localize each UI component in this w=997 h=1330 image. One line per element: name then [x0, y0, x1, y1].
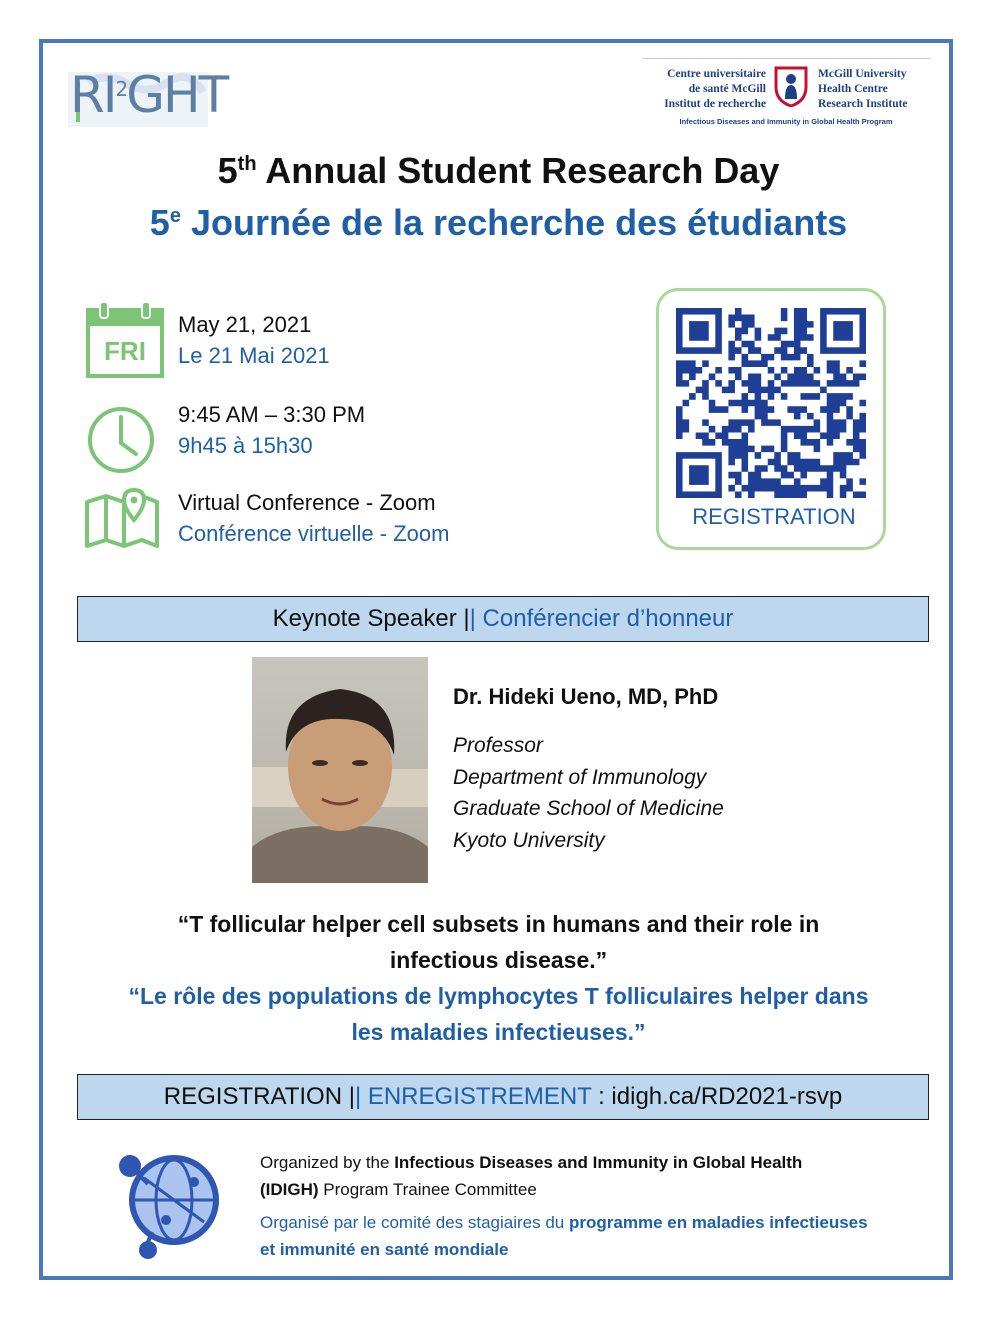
venue-french: Conférence virtuelle - Zoom	[178, 521, 450, 546]
clock-icon	[86, 405, 156, 480]
qr-finder-top-right	[820, 308, 866, 354]
qr-finder-bottom-left	[676, 452, 722, 498]
keynote-french: | Conférencier d’honneur	[469, 605, 734, 632]
event-time	[178, 399, 365, 461]
time-french: 9h45 à 15h30	[178, 433, 313, 458]
map-icon	[84, 488, 160, 555]
calendar-icon	[86, 302, 164, 383]
event-date	[178, 309, 330, 371]
muhc-program-name: Infectious Diseases and Immunity in Global Health Program	[679, 117, 893, 126]
registration-url[interactable]: : idigh.ca/RD2021-rsvp	[591, 1083, 843, 1110]
right-logo-sup: 2	[115, 77, 127, 101]
speaker-name: Dr. Hideki Ueno, MD, PhD	[453, 684, 719, 709]
date-english: May 21, 2021	[178, 312, 312, 337]
speaker-university: Kyoto University	[453, 828, 605, 852]
muhc-shield-icon	[773, 65, 809, 107]
muhc-logo-french: Centre universitaire de santé McGill Institut de recherche	[664, 68, 766, 110]
keynote-bar	[77, 596, 929, 642]
muhc-logo	[642, 58, 930, 131]
title-english: 5th Annual Student Research Day	[217, 150, 780, 191]
talk-title-english: “T follicular helper cell subsets in humans and their role in infectious disease.”	[177, 911, 820, 973]
qr-finder-top-left	[676, 308, 722, 354]
event-venue	[178, 487, 449, 549]
speaker-department: Department of Immunology	[453, 765, 707, 789]
speaker-roles	[453, 730, 724, 856]
date-french: Le 21 Mai 2021	[178, 343, 330, 368]
right-logo-text-part1: RI	[70, 66, 116, 124]
idigh-globe-icon	[108, 1150, 220, 1267]
speaker-role-title: Professor	[453, 734, 543, 757]
keynote-english: Keynote Speaker |	[272, 605, 470, 632]
right-logo	[68, 62, 228, 132]
registration-english: REGISTRATION |	[163, 1083, 355, 1110]
qr-registration-label: REGISTRATION	[692, 504, 856, 529]
organizer-english: Organized by the Infectious Diseases and Immunity in Global Health (IDIGH) Program Trainee Committee	[260, 1153, 803, 1199]
speaker-photo	[252, 657, 428, 883]
qr-code[interactable]	[676, 308, 866, 503]
organizer-french: Organisé par le comité des stagiaires du programme en maladies infectieuses et immunité en santé mondiale	[260, 1213, 868, 1259]
title-french: 5e Journée de la recherche des étudiants	[149, 202, 848, 243]
muhc-logo-english: McGill University Health Centre Research Institute	[818, 68, 908, 110]
registration-bar	[77, 1074, 929, 1120]
time-english: 9:45 AM – 3:30 PM	[178, 402, 366, 427]
talk-title-french: “Le rôle des populations de lymphocytes T folliculaires helper dans les maladies infectieuses.”	[128, 983, 869, 1045]
venue-english: Virtual Conference - Zoom	[178, 490, 436, 515]
right-logo-text-part2: GHT	[126, 66, 228, 124]
registration-french: | ENREGISTREMENT	[354, 1083, 592, 1110]
calendar-day-label: FRI	[104, 336, 146, 366]
speaker-school: Graduate School of Medicine	[453, 797, 724, 820]
